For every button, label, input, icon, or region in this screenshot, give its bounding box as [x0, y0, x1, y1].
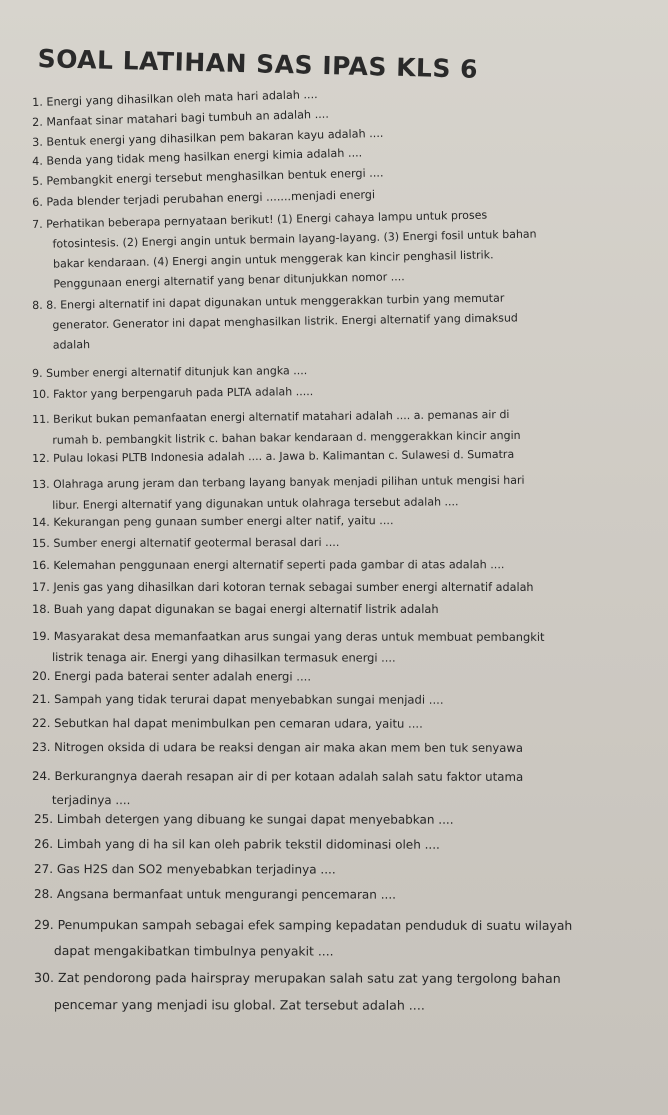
question-item	[32, 536, 339, 551]
question-number: 17.	[32, 581, 54, 594]
question-item	[34, 812, 454, 827]
question-text	[32, 603, 439, 617]
question-item	[32, 204, 538, 295]
question-item	[32, 188, 375, 209]
question-line: Pulau lokasi PLTB Indonesia adalah .... a. Jawa b. Kalimantan c. Sulawesi d. Sumatra	[52, 447, 515, 465]
question-text	[32, 188, 375, 209]
question-text-continuation: pencemar yang menjadi isu global. Zat tersebut adalah ....	[53, 997, 425, 1013]
question-item	[34, 862, 336, 877]
question-text	[32, 558, 504, 572]
question-number: 16.	[32, 558, 54, 572]
question-number: 14.	[32, 515, 54, 529]
question-line: Sebutkan hal dapat menimbulkan pen cemaran udara, yaitu ....	[54, 716, 423, 731]
question-line: Sampah yang tidak terurai dapat menyebabkan sungai menjadi ....	[54, 692, 444, 707]
question-text-continuation: terjadinya ....	[51, 793, 131, 808]
question-number: 11.	[32, 412, 54, 426]
question-item	[32, 716, 423, 731]
question-item	[32, 288, 518, 356]
question-item	[32, 764, 523, 813]
question-text	[34, 964, 561, 992]
question-item	[32, 404, 521, 451]
question-item	[32, 626, 545, 669]
question-text	[32, 364, 307, 380]
question-item	[32, 669, 311, 684]
question-item	[34, 837, 440, 852]
question-number: 13.	[32, 477, 54, 491]
question-number: 30.	[33, 970, 59, 986]
question-text	[32, 146, 362, 168]
question-text-continuation: rumah b. pembangkit listrik c. bahan bakar kendaraan d. menggerakkan kincir angin	[52, 428, 521, 447]
question-line: Sumber energi alternatif geotermal berasal dari ....	[53, 535, 340, 550]
question-text-continuation: listrik tenaga air. Energi yang dihasilkan termasuk energi ....	[51, 650, 396, 665]
question-text-continuation: fotosintesis. (2) Energi angin untuk bermain layang-layang. (3) Energi fosil untuk bahan	[52, 227, 537, 251]
question-text	[32, 716, 423, 731]
question-number: 9.	[32, 366, 47, 380]
question-line: Penumpukan sampah sebagai efek samping kepadatan penduduk di suatu wilayah	[57, 917, 573, 933]
question-line: Energi pada baterai senter adalah energi ....	[54, 669, 312, 684]
question-text	[32, 692, 444, 707]
question-item	[32, 692, 444, 707]
question-text	[32, 108, 329, 130]
question-line: Angsana bermanfaat untuk mengurangi pencemaran ....	[56, 887, 396, 902]
question-number: 15.	[32, 536, 54, 550]
question-text	[34, 912, 572, 939]
question-text	[32, 764, 523, 789]
question-item	[32, 146, 362, 168]
question-line: Masyarakat desa memanfaatkan arus sungai yang deras untuk membuat pembangkit	[53, 629, 545, 644]
question-line: Limbah yang di ha sil kan oleh pabrik tekstil didominasi oleh ....	[56, 837, 440, 852]
question-number: 3.	[32, 135, 47, 149]
question-line: Jenis gas yang dihasilkan dari kotoran ternak sebagai sumber energi alternatif adalah	[53, 581, 534, 594]
question-item	[32, 558, 504, 572]
question-number: 28.	[33, 887, 57, 902]
question-text	[32, 166, 384, 188]
question-line: Benda yang tidak meng hasilkan energi kimia adalah ....	[46, 146, 363, 168]
question-text-continuation: bakar kendaraan. (4) Energi angin untuk menggerak kan kincir penghasil listrik.	[52, 248, 494, 271]
page-title: SOAL LATIHAN SAS IPAS KLS 6	[37, 44, 479, 84]
question-number: 29.	[33, 917, 58, 933]
question-number: 19.	[31, 629, 54, 644]
question-text	[32, 740, 523, 755]
question-text	[34, 862, 336, 877]
question-number: 18.	[32, 602, 54, 616]
question-item	[32, 88, 318, 110]
question-number: 23.	[31, 740, 55, 755]
question-number: 25.	[33, 812, 57, 827]
question-number: 20.	[31, 669, 55, 684]
question-number: 27.	[33, 862, 57, 877]
question-item	[32, 470, 525, 516]
question-line: Limbah detergen yang dibuang ke sungai dapat menyebabkan ....	[56, 812, 454, 827]
question-text	[32, 88, 318, 110]
question-number: 10.	[32, 387, 54, 401]
question-number: 12.	[32, 451, 54, 465]
question-line: Gas H2S dan SO2 menyebabkan terjadinya ....	[56, 862, 336, 877]
question-text	[32, 669, 311, 684]
question-text	[32, 626, 545, 648]
question-line: Pembangkit energi tersebut menghasilkan bentuk energi ....	[46, 166, 384, 188]
question-item	[32, 108, 329, 130]
question-text	[34, 837, 440, 852]
question-text	[32, 536, 339, 551]
question-line: Berkurangnya daerah resapan air di per kotaan adalah salah satu faktor utama	[54, 769, 524, 784]
question-text	[32, 581, 534, 595]
question-number: 22.	[31, 716, 55, 731]
question-number: 2.	[32, 115, 47, 129]
question-line: Zat pendorong pada hairspray merupakan salah satu zat yang tergolong bahan	[58, 970, 561, 986]
question-line: Olahraga arung jeram dan terbang layang banyak menjadi pilihan untuk mengisi hari	[53, 473, 525, 491]
question-item	[32, 514, 394, 530]
question-item	[32, 740, 523, 755]
question-line: Pada blender terjadi perubahan energi .......menjadi energi	[46, 188, 376, 209]
question-number: 21.	[31, 692, 55, 707]
question-line: Sumber energi alternatif ditunjuk kan angka ....	[45, 364, 308, 380]
question-text-continuation: adalah	[52, 338, 91, 352]
question-item	[34, 912, 572, 965]
question-text-continuation: dapat mengakibatkan timbulnya penyakit ....	[53, 943, 334, 959]
question-number: 1.	[32, 95, 47, 109]
question-text-continuation: generator. Generator ini dapat menghasilkan listrik. Energi alternatif yang dimaksud	[52, 311, 518, 332]
question-text	[32, 385, 313, 401]
question-item	[32, 603, 439, 617]
question-text	[34, 812, 454, 827]
question-number: 24.	[31, 769, 55, 784]
question-line: Buah yang dapat digunakan se bagai energi alternatif listrik adalah	[53, 602, 439, 616]
question-item	[34, 887, 396, 902]
question-line: Manfaat sinar matahari bagi tumbuh an adalah ....	[46, 107, 330, 129]
question-number: 8.	[32, 298, 47, 312]
question-item	[32, 448, 514, 466]
question-number: 26.	[33, 837, 57, 852]
question-line: Bentuk energi yang dihasilkan pem bakaran kayu adalah ....	[46, 126, 384, 149]
question-line: Kelemahan penggunaan energi alternatif seperti pada gambar di atas adalah ....	[53, 558, 505, 572]
question-number: 4.	[32, 154, 47, 168]
question-text-continuation: Penggunaan energi alternatif yang benar ditunjukkan nomor ....	[53, 270, 405, 291]
question-number: 6.	[32, 195, 47, 209]
question-number: 7.	[32, 217, 47, 231]
question-text	[34, 887, 396, 902]
question-text-continuation: libur. Energi alternatif yang digunakan untuk olahraga tersebut adalah ....	[52, 495, 459, 512]
question-line: Faktor yang berpengaruh pada PLTA adalah .....	[52, 385, 314, 401]
question-line: Kekurangan peng gunaan sumber energi alter natif, yaitu ....	[53, 514, 394, 529]
question-line: 8. Energi alternatif ini dapat digunakan untuk menggerakkan turbin yang memutar	[46, 291, 505, 312]
question-item	[32, 364, 307, 380]
question-item	[32, 581, 534, 595]
question-line: Energi yang dihasilkan oleh mata hari adalah ....	[46, 88, 318, 109]
question-text	[32, 448, 514, 466]
question-item	[32, 385, 313, 401]
question-line: Berikut bukan pemanfaatan energi alternatif matahari adalah .... a. pemanas air di	[53, 408, 510, 426]
question-text	[32, 514, 394, 530]
question-number: 5.	[32, 174, 47, 188]
question-line: Perhatikan beberapa pernyataan berikut! (1) Energi cahaya lampu untuk proses	[46, 208, 488, 231]
question-item	[34, 964, 561, 1019]
question-line: Nitrogen oksida di udara be reaksi dengan air maka akan mem ben tuk senyawa	[54, 740, 523, 755]
question-item	[32, 166, 384, 188]
